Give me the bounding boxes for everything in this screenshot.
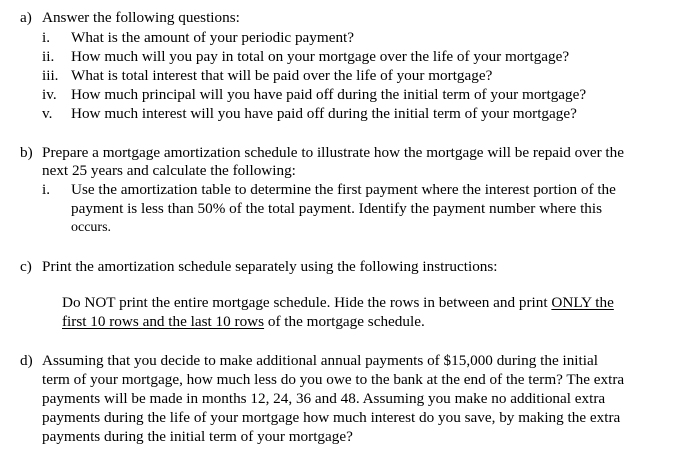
section-d-line-1: Assuming that you decide to make additional annual payments of $15,000 during the initial — [42, 352, 598, 369]
section-c-note-underlined-2: first 10 rows and the last 10 rows — [62, 313, 265, 330]
section-c-marker: c) — [20, 258, 32, 275]
section-c-note-underlined-1: ONLY the — [551, 294, 614, 311]
section-a-item-3-text: What is total interest that will be paid over the life of your mortgage? — [71, 67, 493, 84]
section-a-item-5-marker: v. — [42, 105, 53, 122]
section-a-item-5-text: How much interest will you have paid off during the initial term of your mortgage? — [71, 105, 577, 122]
section-a-item-1-marker: i. — [42, 29, 51, 46]
section-a-item-4-text: How much principal will you have paid off during the initial term of your mortgage? — [71, 86, 587, 103]
section-a-marker: a) — [20, 9, 32, 26]
section-c-note-line-2 — [62, 313, 425, 330]
section-c-heading: Print the amortization schedule separately using the following instructions: — [42, 258, 498, 275]
section-d-line-3: payments will be made in months 12, 24, 36 and 48. Assuming you make no additional extra — [42, 390, 606, 407]
section-d-line-4: payments during the life of your mortgage how much interest do you save, by making the extra — [42, 409, 621, 426]
section-c-note-plain-1: Do NOT print the entire mortgage schedule. Hide the rows in between and print — [62, 294, 552, 311]
section-a-item-2-text: How much will you pay in total on your mortgage over the life of your mortgage? — [71, 48, 570, 65]
section-a-item-4-marker: iv. — [42, 86, 57, 103]
section-a-item-1-text: What is the amount of your periodic payment? — [71, 29, 354, 46]
section-c-note-plain-2: of the mortgage schedule. — [264, 313, 425, 330]
section-d-marker: d) — [20, 352, 33, 369]
section-d-line-5: payments during the initial term of your mortgage? — [42, 428, 353, 445]
section-b-line-2: next 25 years and calculate the following: — [42, 162, 296, 179]
section-c-note-line-1 — [62, 294, 614, 311]
section-a-item-3-marker: iii. — [42, 67, 59, 84]
section-b-item-1-line-3: occurs. — [71, 220, 112, 235]
section-b-item-1-line-2: payment is less than 50% of the total payment. Identify the payment number where this — [71, 200, 603, 217]
section-b-marker: b) — [20, 144, 33, 161]
section-b-item-1-marker: i. — [42, 181, 51, 198]
section-a-item-2-marker: ii. — [42, 48, 55, 65]
section-a-heading: Answer the following questions: — [42, 9, 240, 26]
section-b-line-1: Prepare a mortgage amortization schedule to illustrate how the mortgage will be repaid over the — [42, 144, 624, 161]
section-d-line-2: term of your mortgage, how much less do you owe to the bank at the end of the term? The extra — [42, 371, 625, 388]
section-b-item-1-line-1: Use the amortization table to determine the first payment where the interest portion of the — [71, 181, 616, 198]
